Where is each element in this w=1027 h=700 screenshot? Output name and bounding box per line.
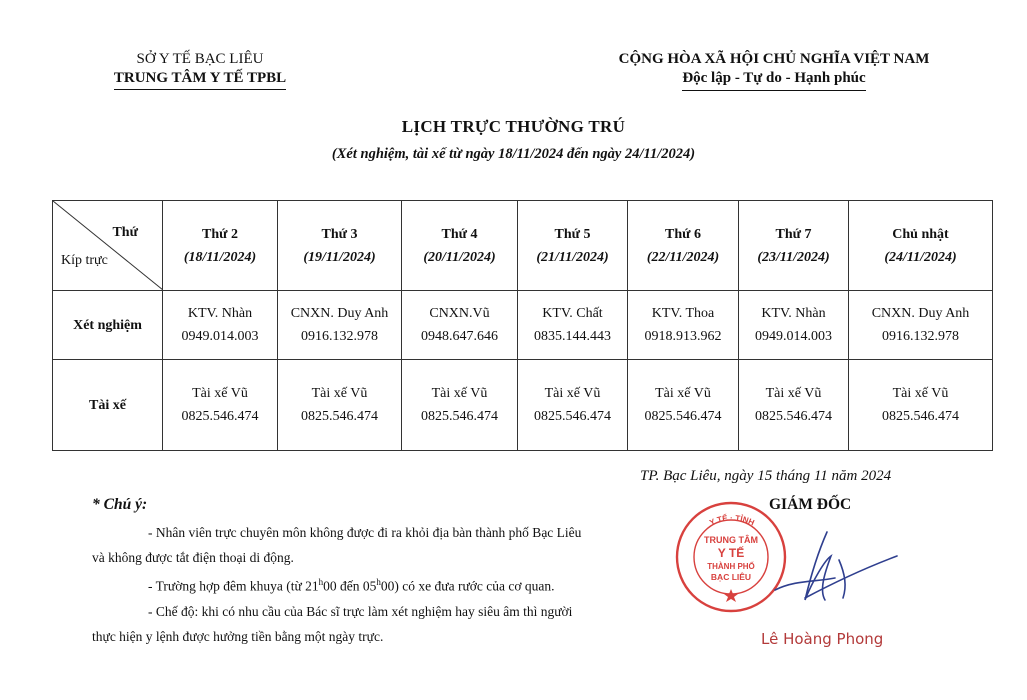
duty-cell: Tài xế Vũ 0825.546.474 xyxy=(849,360,993,451)
duty-cell: Tài xế Vũ 0825.546.474 xyxy=(739,360,849,451)
duty-cell: Tài xế Vũ 0825.546.474 xyxy=(278,360,402,451)
corner-label-day: Thứ xyxy=(112,225,138,240)
seal-outer-top: TỈNH xyxy=(734,513,756,528)
note-line: - Chế độ: khi có nhu cầu của Bác sĩ trực làm xét nghiệm hay siêu âm thì người xyxy=(148,603,573,619)
duty-schedule-table xyxy=(52,200,993,451)
center-name: TRUNG TÂM Y TẾ TPBL xyxy=(114,69,286,90)
note-line: - Trường hợp đêm khuya (từ 21$^h$00 đến 05$^h$00) có xe đưa rước của cơ quan. xyxy=(148,577,555,594)
duty-cell: Tài xế Vũ 0825.546.474 xyxy=(402,360,518,451)
sign-date: TP. Bạc Liêu, ngày 15 tháng 11 năm 2024 xyxy=(640,468,892,484)
duty-cell: CNXN.Vũ 0948.647.646 xyxy=(402,291,518,360)
issuing-agency xyxy=(60,50,340,90)
day-header: Thứ 6 (22/11/2024) xyxy=(628,201,739,291)
day-header: Thứ 3 (19/11/2024) xyxy=(278,201,402,291)
seal-line1: TRUNG TÂM xyxy=(704,535,758,545)
department-name: SỞ Y TẾ BẠC LIÊU xyxy=(136,51,264,67)
national-heading xyxy=(568,50,980,91)
day-header: Thứ 5 (21/11/2024) xyxy=(518,201,628,291)
country-name: CỘNG HÒA XÃ HỘI CHỦ NGHĨA VIỆT NAM xyxy=(618,51,930,67)
duty-cell: Tài xế Vũ 0825.546.474 xyxy=(163,360,278,451)
seal-line4: BẠC LIÊU xyxy=(710,572,752,582)
seal-outer-left: Y TẾ xyxy=(708,513,729,528)
corner-cell xyxy=(53,201,163,291)
note-title: * Chú ý: xyxy=(92,496,148,513)
duty-cell: Tài xế Vũ 0825.546.474 xyxy=(518,360,628,451)
day-header: Thứ 7 (23/11/2024) xyxy=(739,201,849,291)
svg-text:Y TẾ · TỈNH: Y TẾ · TỈNH xyxy=(708,513,756,528)
day-header: Thứ 4 (20/11/2024) xyxy=(402,201,518,291)
duty-cell: CNXN. Duy Anh 0916.132.978 xyxy=(278,291,402,360)
director-title: GIÁM ĐỐC xyxy=(769,496,852,513)
table-row xyxy=(53,360,993,451)
note-body xyxy=(92,520,632,649)
diagonal-divider xyxy=(53,201,163,290)
row-label-lab: Xét nghiệm xyxy=(53,291,163,360)
document-title: LỊCH TRỰC THƯỜNG TRÚ xyxy=(401,117,626,136)
document-subtitle: (Xét nghiệm, tài xế từ ngày 18/11/2024 đến ngày 24/11/2024) xyxy=(331,146,696,162)
note-line: thực hiện y lệnh được hưởng tiền bằng một ngày trực. xyxy=(92,628,384,644)
corner-label-shift: Kíp trực xyxy=(61,253,108,268)
national-motto: Độc lập - Tự do - Hạnh phúc xyxy=(682,69,865,91)
duty-cell: Tài xế Vũ 0825.546.474 xyxy=(628,360,739,451)
duty-cell: KTV. Nhàn 0949.014.003 xyxy=(739,291,849,360)
duty-cell: KTV. Nhàn 0949.014.003 xyxy=(163,291,278,360)
signer-name: Lê Hoàng Phong xyxy=(761,630,884,648)
table-row xyxy=(53,291,993,360)
duty-cell: CNXN. Duy Anh 0916.132.978 xyxy=(849,291,993,360)
seal-line2: Y TẾ xyxy=(717,546,745,560)
seal-line3: THÀNH PHỐ xyxy=(707,562,755,571)
day-header: Chủ nhật (24/11/2024) xyxy=(849,201,993,291)
day-header: Thứ 2 (18/11/2024) xyxy=(163,201,278,291)
handwritten-signature xyxy=(735,520,905,620)
table-header-row xyxy=(53,201,993,291)
duty-cell: KTV. Chất 0835.144.443 xyxy=(518,291,628,360)
row-label-driver: Tài xế xyxy=(53,360,163,451)
note-line: và không được tắt điện thoại di động. xyxy=(92,550,294,565)
duty-cell: KTV. Thoa 0918.913.962 xyxy=(628,291,739,360)
note-line: - Nhân viên trực chuyên môn không được đi ra khỏi địa bàn thành phố Bạc Liêu xyxy=(148,525,582,540)
